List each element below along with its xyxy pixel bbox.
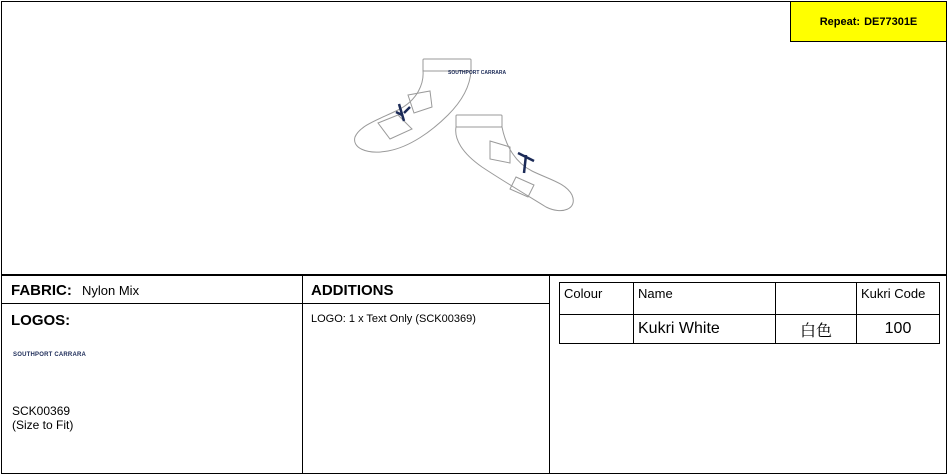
logo-preview-text: SOUTHPORT CARRARA	[13, 352, 87, 358]
divider-col2	[549, 275, 550, 474]
fabric-label: FABRIC:	[11, 282, 72, 299]
header-kukri-code: Kukri Code	[857, 283, 940, 315]
logo-code: SCK00369	[12, 404, 71, 418]
left-sock-mark	[396, 104, 410, 121]
cell-chinese: 白色	[776, 315, 857, 344]
sock-logo-text: SOUTHPORT CARRARA	[448, 70, 507, 76]
repeat-label: Repeat:	[819, 15, 861, 28]
fabric-value: Nylon Mix	[82, 283, 140, 298]
sock-illustration	[350, 55, 590, 215]
table-row	[560, 315, 940, 344]
colour-table-header	[560, 283, 940, 315]
cell-colour	[560, 315, 634, 344]
left-sock-body	[355, 71, 471, 152]
colour-table	[559, 282, 940, 344]
repeat-code: DE77301E	[864, 15, 918, 28]
header-colour: Colour	[560, 283, 634, 315]
repeat-badge	[790, 1, 947, 42]
right-sock-cuff	[456, 115, 502, 127]
additions-text: LOGO: 1 x Text Only (SCK00369)	[311, 313, 476, 325]
right-sock-body	[456, 127, 574, 211]
cell-code: 100	[857, 315, 940, 344]
header-name: Name	[634, 283, 776, 315]
logos-label: LOGOS:	[11, 312, 71, 329]
additions-label: ADDITIONS	[311, 282, 394, 299]
header-chinese	[776, 283, 857, 315]
divider-col1	[302, 275, 303, 474]
logo-size-note: (Size to Fit)	[12, 418, 74, 432]
cell-name: Kukri White	[634, 315, 776, 344]
divider-fabric	[1, 303, 549, 304]
divider-top	[1, 274, 947, 276]
